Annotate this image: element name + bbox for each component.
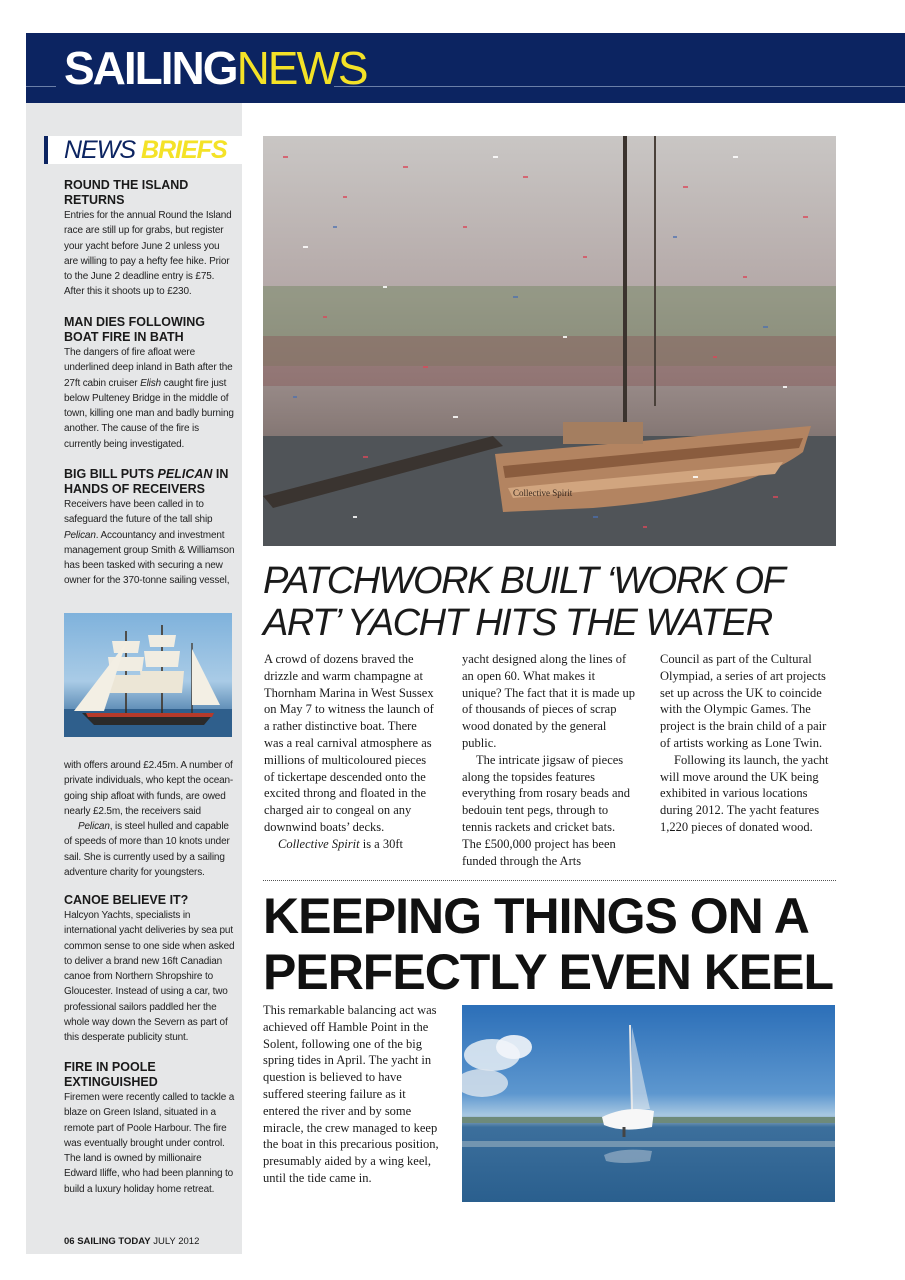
- news-briefs-heading: [44, 136, 242, 164]
- story-divider: [263, 880, 836, 881]
- tall-ship-illustration: [64, 613, 232, 737]
- masthead-part-news: NEWS: [236, 42, 367, 94]
- balancing-yacht-illustration: [462, 1005, 835, 1202]
- story1-column-2: [462, 651, 637, 869]
- brief-title: CANOE BELIEVE IT?: [64, 893, 189, 907]
- brief-body: Receivers have been called in to safeguard the future of the tall ship Pelican. Accountancy and investment management group Smith & Williamson has been tasked with securing a new owner for the 370-tonne sailing vessel,: [64, 499, 235, 587]
- brief-body: Halcyon Yachts, specialists in international yacht deliveries by sea put common sense to one side when asked to deliver a brand new 16ft Canadian canoe from Northern Shropshire to Gloucester. Instead of using a car, two professional sailors paddled her the whole way down the Severn as part of this desperate publicity stunt.: [64, 910, 235, 1044]
- story1-paragraph: Following its launch, the yacht will move around the UK being exhibited in various locations during 2012. The yacht features 1,220 pieces of donated wood.: [660, 752, 829, 834]
- tall-ship-pelican-photo: [64, 613, 232, 737]
- story-headline-even-keel: KEEPING THINGS ON A PERFECTLY EVEN KEEL: [263, 888, 834, 1000]
- brief-title: ROUND THE ISLAND RETURNS: [64, 178, 189, 207]
- brief-round-the-island: [64, 178, 236, 300]
- folio-page: 06 SAILING TODAY: [64, 1236, 151, 1247]
- brief-body: The dangers of fire afloat were underlined deep inland in Bath after the 27ft cabin cruiser Elish caught fire just below Pulteney Bridge in the middle of town, killing one man and badly burning another. The cause of the fire is currently being investigated.: [64, 347, 234, 450]
- story2-body: [263, 1002, 443, 1187]
- story1-column-1: [264, 651, 439, 853]
- masthead-rule-left: [26, 86, 56, 87]
- brief-fire-in-poole: [64, 1060, 236, 1197]
- brief-title: MAN DIES FOLLOWING BOAT FIRE IN BATH: [64, 315, 205, 344]
- story1-paragraph: yacht designed along the lines of an open 60. What makes it unique? The fact that it is made up of thousands of pieces of scrap wood donated by the general public.: [462, 652, 635, 750]
- masthead-part-sailing: SAILING: [64, 42, 237, 94]
- brief-body: Pelican, is steel hulled and capable of speeds of more than 10 knots under sail. She is currently used by a sailing adventure charity for youngsters.: [64, 821, 230, 879]
- brief-body: with offers around £2.45m. A number of private individuals, who kept the ocean-going ship afloat with funds, are owed nearly £2.5m, the receivers said: [64, 760, 234, 817]
- hull-name-lettering: Collective Spirit: [513, 488, 573, 498]
- brief-title: BIG BILL PUTS PELICAN IN HANDS OF RECEIVERS: [64, 467, 229, 496]
- folio-date: JULY 2012: [153, 1236, 200, 1247]
- news-briefs-heading-news: NEWS: [64, 136, 135, 164]
- story-headline-patchwork-yacht: PATCHWORK BUILT ‘WORK OF ART’ YACHT HITS THE WATER: [263, 560, 784, 644]
- brief-pelican-continued: [64, 758, 236, 880]
- brief-boat-fire-bath: [64, 315, 236, 452]
- brief-title: FIRE IN POOLE EXTINGUISHED: [64, 1060, 158, 1089]
- story1-paragraph: Collective Spirit is a 30ft: [278, 836, 403, 851]
- yacht-launch-illustration: [263, 136, 836, 546]
- story2-paragraph: This remarkable balancing act was achieved off Hamble Point in the Solent, following one of the big spring tides in April. The yacht in question is believed to have suffered steering failure as it entered the river and by some miracle, the crew managed to keep the boat in this precarious position, presumably aided by a wing keel, until the tide came in.: [263, 1003, 439, 1185]
- story1-paragraph: A crowd of dozens braved the drizzle and warm champagne at Thornham Marina in West Sussex on May 7 to witness the launch of a rather distinctive boat. There was a real carnival atmosphere as millions of multicoloured pieces of tickertape descended onto the excited throng and floated in the charged air to congeal on any downwind boats’ decks.: [264, 652, 434, 834]
- story1-paragraph: The intricate jigsaw of pieces along the topsides features everything from rosary beads and bedouin tent pegs, through to tennis rackets and cricket bats. The £500,000 project has been funded through the Arts: [462, 752, 630, 868]
- section-masthead: [64, 40, 367, 96]
- brief-body: Entries for the annual Round the Island race are still up for grabs, but register your yacht before June 2 unless you are willing to pay a hefty fee hike. Prior to the June 2 deadline entry is £75. After this it shoots up to £230.: [64, 210, 232, 298]
- brief-body: Firemen were recently called to tackle a blaze on Green Island, situated in a remote part of Poole Harbour. The fire was eventually brought under control. The land is owned by millionaire Edward Iliffe, who had been planning to build a luxury holiday home retreat.: [64, 1092, 235, 1195]
- brief-canoe-believe-it: [64, 893, 236, 1046]
- brief-pelican-receivers: [64, 467, 236, 589]
- news-briefs-heading-briefs: BRIEFS: [140, 136, 227, 164]
- story1-paragraph: Council as part of the Cultural Olympiad, a series of art projects set up across the UK to coincide with the Olympic Games. The project is the brain child of a pair of artists working as Lone Twin.: [660, 652, 827, 750]
- balancing-yacht-photo: [462, 1005, 835, 1202]
- page-folio: [64, 1236, 199, 1248]
- masthead-rule-right: [334, 86, 905, 87]
- yacht-launch-photo: [263, 136, 836, 546]
- story1-column-3: [660, 651, 835, 836]
